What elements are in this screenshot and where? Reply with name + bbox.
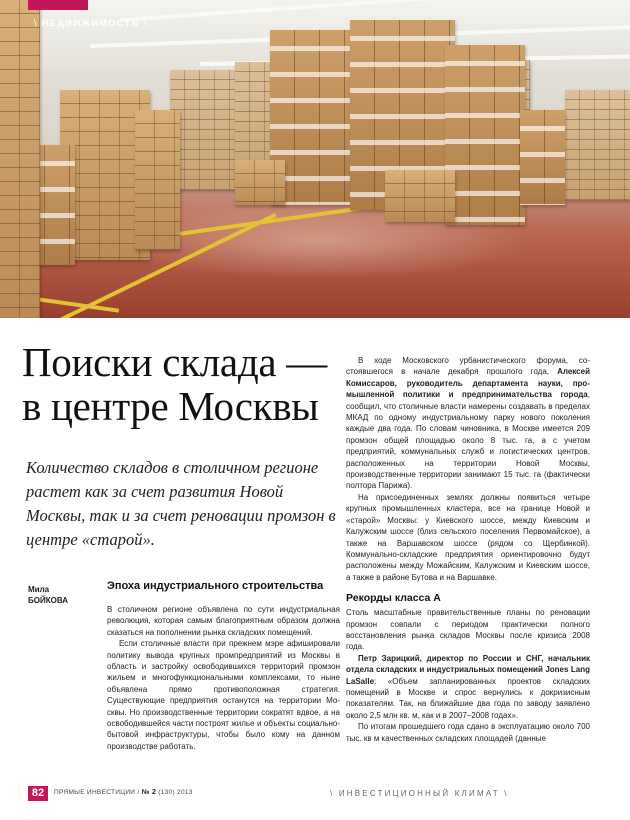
section-tag-separator: \ (143, 18, 148, 29)
right-text-column (346, 355, 590, 744)
article-lead: Количество складов в столичном регионе растет как за счет развития Новой Москвы, так и за счет реновации промзон в центре «старой». (26, 458, 336, 549)
footer-rubric: \ ИНВЕСТИЦИОННЫЙ КЛИМАТ \ (330, 789, 509, 798)
pallet-stack (0, 0, 40, 318)
magazine-name (54, 789, 193, 796)
section-accent-bar (28, 0, 88, 10)
paragraph: Если столичные власти при прежнем мэре афишировали политику вывода крупных промпредприятий из Москвы в область и застройку освободившихся территорий промзон жильем и многофункциональными комплексами, то ныне объявлена прямо противоположная стратегия. Существующие предприятия останутся на территории Москвы. Но производственные территории сократят вдвое, а на освободившейся части построят жилье и объекты социально-бытовой инфраструктуры, чтобы было кому на данном производстве работать. (107, 639, 340, 751)
page-number: 82 (28, 786, 48, 801)
headline-line-1: Поиски склада — (22, 339, 327, 385)
paragraph: По итогам прошедшего года сдано в эксплуатацию около 700 тыс. кв м качественных складских площадей (данные (346, 722, 590, 743)
headline-line-2: в центре Москвы (22, 383, 319, 429)
issue-details: (130) 2013 (156, 789, 193, 796)
author-last-name: БОЙКОВА (28, 596, 68, 605)
paragraph: В столичном регионе объявлена по сути индустриальная революция, которая самым благоприятным образом должна сказаться на пополнении рынка складских помещений. (107, 605, 340, 637)
article-headline (22, 340, 342, 428)
left-text-column (107, 604, 340, 752)
quoted-person: Алексей Комиссаров, руководитель департамента науки, промышленной политики и предпринимательства города (346, 367, 590, 400)
author-first-name: Мила (28, 585, 50, 594)
quoted-person: Петр Зарицкий, директор по России и СНГ, начальник отдела складских и индустриальных помещений Jones Lang LaSalle (346, 653, 590, 686)
pallet-stack (235, 160, 285, 205)
paragraph (346, 653, 590, 721)
pallet-stack (135, 110, 180, 250)
hero-photo-warehouse (0, 0, 630, 318)
paragraph (346, 355, 590, 492)
paragraph: Столь масштабные правительственные планы по реновации промзон совпали с периодом практически полного восстановления рынка складов Москвы после кризиса 2008 года. (346, 608, 590, 652)
pallet-stack (520, 110, 565, 205)
subheading-class-a-records: Рекорды класса А (346, 592, 441, 605)
paragraph-text: : «Объем запланированных проектов складских помещений в Москве и спрос вернулись к докризисным показателям. Так, на ближайшие два года по заводу заявлено около 2,5 млн кв. м, как и в 2007–2008 годах». (346, 676, 590, 720)
paragraph-text: , сообщил, что столичные власти намерены создавать в пределах МКАД по одному индустриальному парку нового поколения каждые два года. По словам чиновника, в Москве имеется 209 промзон общей площадью около 8 тыс. га, а с учетом предприятий, коммунальных служб и логистических центров, расположенных на территории Новой Москвы, производственные территории занимают 15 тыс. га (фактически полтора Парижа). (346, 390, 590, 491)
author-byline (28, 584, 98, 606)
section-tag-label: НЕДВИЖИМОСТЬ (41, 18, 140, 29)
subheading-industrial-era: Эпоха индустриального строительства (107, 580, 324, 592)
section-tag (28, 15, 153, 33)
page-footer (0, 786, 630, 802)
paragraph: На присоединенных землях должны появиться четыре крупных промышленных кластера, все на границе Новой и «старой» Москвы: у Киевского шоссе, между Киевским и Калужским шоссе (близ сельского поселения Первомайское), а также на Варшавском шоссе (рядом со Щербинкой). Коммунально-складские предприятия ориентировочно будут расположены между Можайским, Калужским и Киевским шоссе, а также в районе Бутова и на Варшавке. (346, 492, 590, 582)
pallet-stack (445, 45, 525, 225)
pallet-stack (565, 90, 630, 200)
pallet-stack (385, 170, 455, 222)
paragraph-text: В ходе Московского урбанистического форума, состоявшегося в начале декабря прошлого года, (346, 356, 590, 377)
pallet-stack (170, 70, 240, 190)
issue-number: № 2 (141, 789, 157, 796)
magazine-title: ПРЯМЫЕ ИНВЕСТИЦИИ / (54, 789, 142, 796)
section-tag-separator: \ (34, 18, 38, 29)
